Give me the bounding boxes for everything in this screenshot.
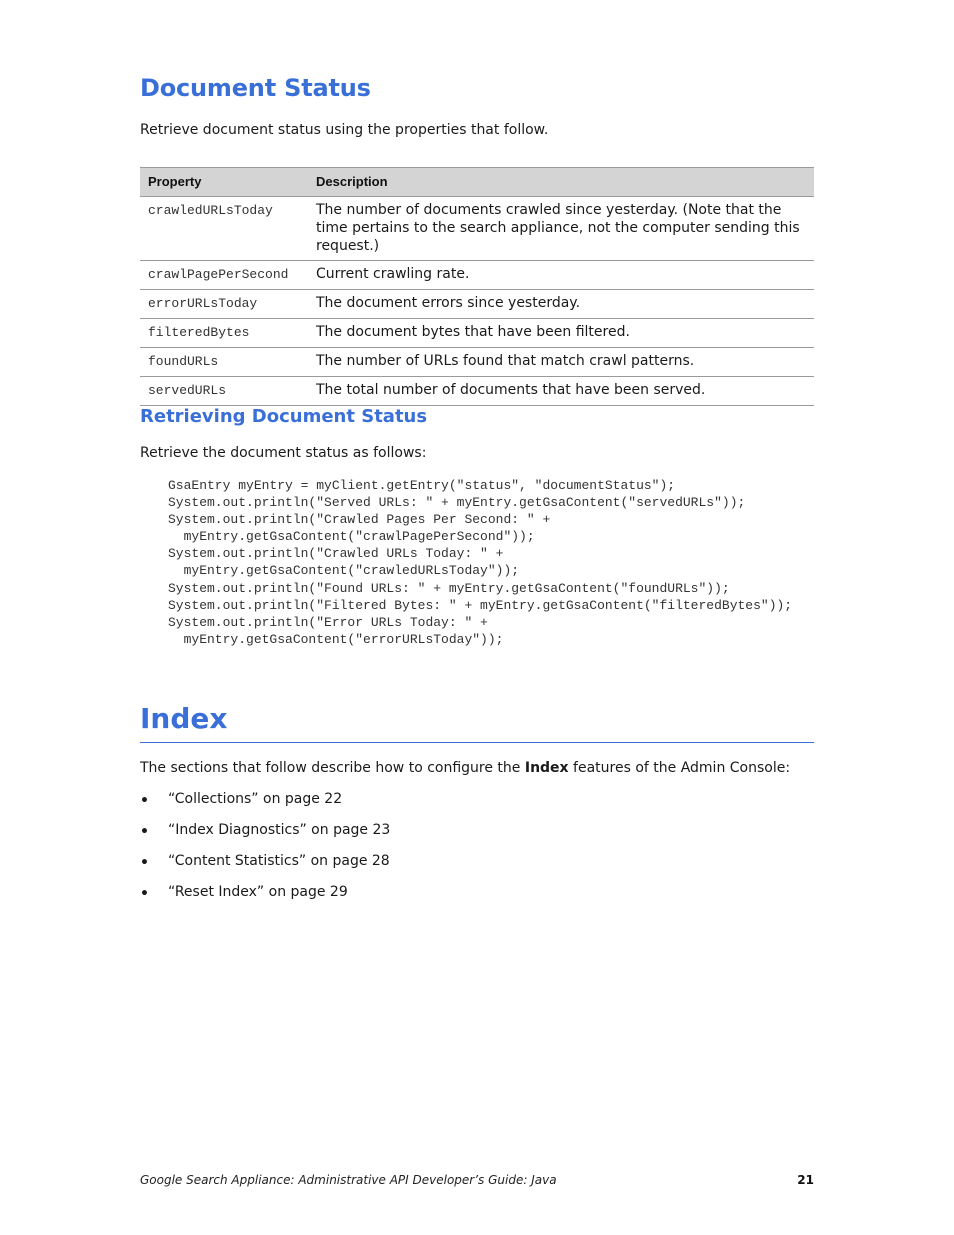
bullet-icon: • xyxy=(140,886,149,902)
list-item xyxy=(140,790,149,809)
index-intro-end: features of the Admin Console: xyxy=(568,760,791,776)
bullet-icon: • xyxy=(140,793,149,809)
description-cell: The document bytes that have been filtered. xyxy=(308,319,814,348)
footer-title: Google Search Appliance: Administrative API Developer’s Guide: Java xyxy=(140,1173,557,1187)
property-cell: filteredBytes xyxy=(140,319,308,348)
properties-table xyxy=(140,167,814,406)
index-intro-start: The sections that follow describe how to configure the xyxy=(140,760,525,776)
property-cell: foundURLs xyxy=(140,348,308,377)
description-cell: The number of documents crawled since yesterday. (Note that the time pertains to the search appliance, not the computer sending this request.) xyxy=(308,197,814,261)
subsection-intro: Retrieve the document status as follows: xyxy=(140,445,427,461)
description-cell: The document errors since yesterday. xyxy=(308,290,814,319)
table-row xyxy=(140,197,814,261)
code-sample: GsaEntry myEntry = myClient.getEntry("status", "documentStatus"); System.out.println("Served URLs: " + myEntry.getGsaContent("servedURLs")); System.out.println("Crawled Pages Per Second: " + myEntry.getGsaContent("crawlPagePerSecond")); System.out.println("Crawled URLs Today: " + myEntry.getGsaContent("crawledURLsToday")); System.out.println("Found URLs: " + myEntry.getGsaContent("foundURLs")); System.out.println("Filtered Bytes: " + myEntry.getGsaContent("filteredBytes")); System.out.println("Error URLs Today: " + myEntry.getGsaContent("errorURLsToday")); xyxy=(168,478,793,647)
table-row xyxy=(140,319,814,348)
bullet-text: “Index Diagnostics” on page 23 xyxy=(168,822,391,838)
bullet-text: “Reset Index” on page 29 xyxy=(168,884,348,900)
bullet-text: “Collections” on page 22 xyxy=(168,791,343,807)
title-rule xyxy=(140,742,814,743)
description-cell: The total number of documents that have been served. xyxy=(308,377,814,406)
description-cell: Current crawling rate. xyxy=(308,261,814,290)
index-intro xyxy=(140,759,790,777)
property-cell: crawlPagePerSecond xyxy=(140,261,308,290)
index-intro-bold: Index xyxy=(524,760,569,776)
property-cell: crawledURLsToday xyxy=(140,197,308,261)
description-cell: The number of URLs found that match crawl patterns. xyxy=(308,348,814,377)
property-cell: errorURLsToday xyxy=(140,290,308,319)
section-intro: Retrieve document status using the properties that follow. xyxy=(140,122,549,138)
page-number: 21 xyxy=(797,1173,814,1187)
bullet-text: “Content Statistics” on page 28 xyxy=(168,853,390,869)
list-item xyxy=(140,852,149,871)
subsection-title: Retrieving Document Status xyxy=(140,406,428,427)
list-item xyxy=(140,821,149,840)
header-description: Description xyxy=(308,168,814,197)
table-row xyxy=(140,290,814,319)
bullet-icon: • xyxy=(140,824,149,840)
table-row xyxy=(140,348,814,377)
table-row xyxy=(140,261,814,290)
section-title: Document Status xyxy=(140,74,371,102)
table-row xyxy=(140,377,814,406)
property-cell: servedURLs xyxy=(140,377,308,406)
table-header-row xyxy=(140,168,814,197)
list-item xyxy=(140,883,149,902)
bullet-icon: • xyxy=(140,855,149,871)
index-title: Index xyxy=(140,702,228,735)
header-property: Property xyxy=(140,168,308,197)
